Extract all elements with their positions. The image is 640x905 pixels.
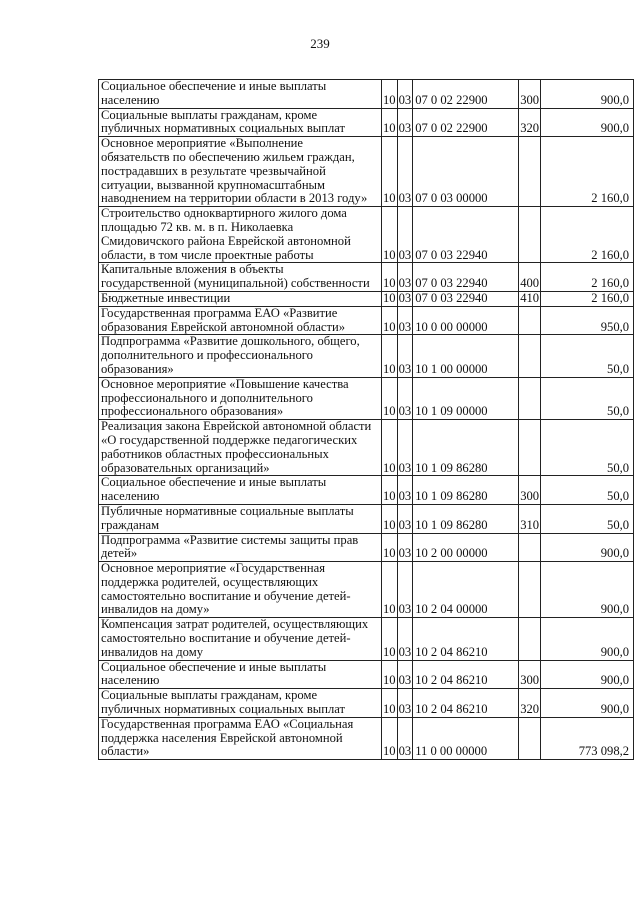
target-article-code: 10 1 09 86280 [413,476,519,505]
amount: 950,0 [541,306,634,335]
expense-type-code [519,207,541,263]
expense-type-code [519,137,541,207]
row-name [99,306,382,335]
row-name [99,660,382,689]
subsection-code: 03 [397,335,413,377]
row-name [99,80,382,109]
section-code: 10 [382,306,398,335]
target-article-code: 10 1 09 86280 [413,420,519,476]
table-row [99,420,634,476]
subsection-code: 03 [397,689,413,718]
table-row [99,291,634,306]
expense-type-code [519,562,541,618]
target-article-code: 07 0 03 22940 [413,291,519,306]
row-name-line: населению [101,673,160,688]
amount: 900,0 [541,533,634,562]
row-name-line: Основное мероприятие «Выполнение [101,136,304,151]
amount: 2 160,0 [541,207,634,263]
section-code: 10 [382,717,398,759]
expense-type-code [519,306,541,335]
page-number: 239 [310,36,330,51]
section-code: 10 [382,108,398,137]
expense-type-code: 320 [519,689,541,718]
table-row [99,618,634,660]
subsection-code: 03 [397,504,413,533]
row-name [99,207,382,263]
section-code: 10 [382,207,398,263]
subsection-code: 03 [397,618,413,660]
expense-type-code: 300 [519,80,541,109]
expense-type-code: 300 [519,660,541,689]
row-name-line: Строительство одноквартирного жилого дома [101,206,347,221]
amount: 900,0 [541,80,634,109]
section-code: 10 [382,377,398,419]
row-name-line: образовательных организаций» [101,460,270,475]
amount: 900,0 [541,689,634,718]
row-name-line: самостоятельно воспитание и обучение детей- [101,588,351,603]
row-name-line: публичных нормативных социальных выплат [101,702,346,717]
row-name [99,108,382,137]
target-article-code: 10 2 00 00000 [413,533,519,562]
row-name-line: Реализация закона Еврейской автономной области [101,419,372,434]
row-name-line: Подпрограмма «Развитие дошкольного, общего, [101,334,360,349]
table-row [99,335,634,377]
row-name-line: самостоятельно воспитание и обучение детей- [101,631,351,646]
subsection-code: 03 [397,420,413,476]
section-code: 10 [382,137,398,207]
row-name-line: государственной (муниципальной) собственности [101,276,370,291]
row-name-line: Компенсация затрат родителей, осуществляющих [101,617,369,632]
row-name [99,717,382,759]
target-article-code: 11 0 00 00000 [413,717,519,759]
section-code: 10 [382,263,398,292]
subsection-code: 03 [397,562,413,618]
expense-type-code [519,533,541,562]
row-name-line: наводнением на территории области в 2013 году» [101,191,368,206]
table-row [99,689,634,718]
amount: 900,0 [541,562,634,618]
row-name-line: пострадавших в результате чрезвычайной [101,163,326,178]
target-article-code: 07 0 03 00000 [413,137,519,207]
target-article-code: 10 1 09 86280 [413,504,519,533]
subsection-code: 03 [398,291,412,305]
target-article-code: 10 2 04 86210 [413,689,519,718]
row-name [99,562,382,618]
expense-type-code [519,335,541,377]
row-name [99,291,382,306]
subsection-code: 03 [397,660,413,689]
row-name-line: населению [101,92,160,107]
amount: 773 098,2 [541,717,634,759]
table-row [99,562,634,618]
row-name-line: образования» [101,361,174,376]
subsection-code: 03 [397,377,413,419]
amount: 2 160,0 [541,291,634,306]
expense-type-code [519,717,541,759]
row-name-line: поддержка населения Еврейской автономной [101,730,343,745]
target-article-code: 10 2 04 86210 [413,618,519,660]
table-row [99,377,634,419]
row-name [99,420,382,476]
row-name [99,504,382,533]
row-name-line: Основное мероприятие «Повышение качества [101,377,349,391]
row-name-line: публичных нормативных социальных выплат [101,121,346,136]
amount: 900,0 [541,660,634,689]
table-row [99,717,634,759]
target-article-code: 10 1 09 00000 [413,377,519,419]
target-article-code: 07 0 02 22900 [413,80,519,109]
row-name [99,533,382,562]
subsection-code: 03 [397,717,413,759]
amount: 50,0 [541,420,634,476]
section-code: 10 [382,504,398,533]
row-name-line: Социальное обеспечение и иные выплаты [101,475,327,490]
table-row [99,660,634,689]
amount: 900,0 [541,618,634,660]
expense-type-code: 400 [519,263,541,292]
row-name-line: «О государственной поддержке педагогических [101,432,358,447]
row-name [99,476,382,505]
row-name-line: Социальные выплаты гражданам, кроме [101,688,318,703]
subsection-code: 03 [397,207,413,263]
row-name-line: дополнительного и профессионального [101,348,313,363]
subsection-code: 03 [397,137,413,207]
amount: 2 160,0 [541,137,634,207]
table-row [99,306,634,335]
section-code: 10 [382,660,398,689]
row-name-line: поддержка родителей, осуществляющих [101,574,319,589]
target-article-code: 10 0 00 00000 [413,306,519,335]
expense-type-code [519,420,541,476]
row-name-line: населению [101,489,160,504]
table-row [99,108,634,137]
section-code: 10 [382,476,398,505]
subsection-code: 03 [397,108,413,137]
table-row [99,476,634,505]
row-name-line: Публичные нормативные социальные выплаты [101,504,354,518]
target-article-code: 07 0 02 22900 [413,108,519,137]
budget-table [98,79,634,760]
target-article-code: 07 0 03 22940 [413,207,519,263]
section-code: 10 [382,80,398,109]
section-code: 10 [382,689,398,718]
row-name-line: инвалидов на дому [101,644,203,659]
amount: 50,0 [541,476,634,505]
row-name [99,137,382,207]
expense-type-code: 310 [519,504,541,533]
row-name-line: Бюджетные инвестиции [101,291,231,305]
section-code: 10 [383,291,396,305]
row-name-line: детей» [101,546,138,561]
row-name-line: инвалидов на дому» [101,602,210,617]
section-code: 10 [382,335,398,377]
row-name [99,689,382,718]
row-name-line: гражданам [101,517,160,532]
amount: 50,0 [541,377,634,419]
row-name-line: Социальное обеспечение и иные выплаты [101,79,327,93]
table-row [99,504,634,533]
section-code: 10 [382,533,398,562]
section-code: 10 [382,562,398,618]
row-name [99,377,382,419]
row-name-line: работников областных профессиональных [101,446,329,461]
budget-table-body [99,80,634,760]
section-code: 10 [382,618,398,660]
target-article-code: 10 1 00 00000 [413,335,519,377]
amount: 50,0 [541,335,634,377]
row-name-line: образования Еврейской автономной области» [101,319,346,334]
row-name-line: Социальные выплаты гражданам, кроме [101,108,318,122]
subsection-code: 03 [397,533,413,562]
target-article-code: 10 2 04 86210 [413,660,519,689]
row-name-line: Государственная программа ЕАО «Развитие [101,306,338,320]
row-name-line: Капитальные вложения в объекты [101,262,284,277]
amount: 900,0 [541,108,634,137]
row-name-line: Государственная программа ЕАО «Социальная [101,717,354,731]
row-name-line: площадью 72 кв. м. в п. Николаевка [101,219,294,234]
expense-type-code [519,618,541,660]
subsection-code: 03 [397,476,413,505]
row-name-line: области, в том числе проектные работы [101,247,314,262]
table-row [99,207,634,263]
expense-type-code: 320 [519,108,541,137]
subsection-code: 03 [397,80,413,109]
subsection-code: 03 [397,263,413,292]
amount: 2 160,0 [541,263,634,292]
target-article-code: 10 2 04 00000 [413,562,519,618]
expense-type-code [519,377,541,419]
row-name [99,618,382,660]
expense-type-code: 300 [519,476,541,505]
row-name-line: профессионального и дополнительного [101,390,313,405]
subsection-code: 03 [397,306,413,335]
row-name-line: области» [101,744,150,759]
row-name [99,263,382,292]
row-name-line: Основное мероприятие «Государственная [101,561,326,576]
row-name [99,335,382,377]
table-row [99,80,634,109]
row-name-line: профессионального образования» [101,404,284,419]
row-name-line: Подпрограмма «Развитие системы защиты прав [101,533,359,547]
table-row [99,533,634,562]
row-name-line: ситуации, вызванной крупномасштабным [101,177,325,192]
row-name-line: Смидовичского района Еврейской автономной [101,233,351,248]
table-row [99,263,634,292]
expense-type-code: 410 [520,291,540,305]
row-name-line: Социальное обеспечение и иные выплаты [101,660,327,674]
target-article-code: 07 0 03 22940 [413,263,519,292]
section-code: 10 [382,420,398,476]
amount: 50,0 [541,504,634,533]
row-name-line: обязательств по обеспечению жильем граждан, [101,149,355,164]
table-row [99,137,634,207]
